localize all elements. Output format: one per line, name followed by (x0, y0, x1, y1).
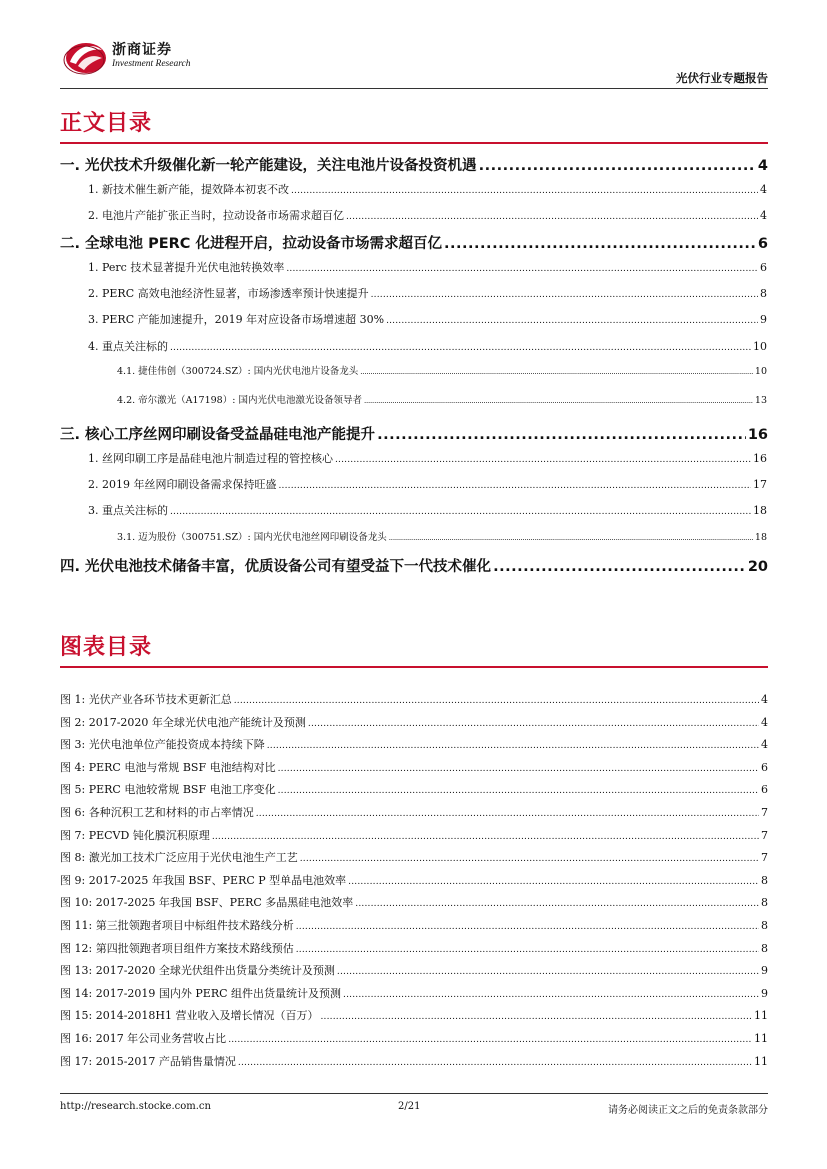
figure-entry-page: 8 (761, 942, 768, 955)
figure-entry-page: 8 (761, 919, 768, 932)
toc-entry-leader-dots (278, 481, 751, 491)
toc-entry-leader-dots (170, 507, 751, 517)
figure-entry-page: 4 (761, 738, 768, 751)
toc-entry-page: 17 (753, 478, 767, 491)
toc-entry[interactable] (88, 502, 767, 518)
toc-entry-page: 20 (747, 559, 768, 575)
toc-entry-text: 二. 全球电池 PERC 化进程开启，拉动设备市场需求超百亿 (60, 236, 442, 252)
figure-entry-page: 7 (761, 829, 768, 842)
toc-entry-leader-dots (444, 236, 756, 252)
figure-entry-leader-dots (355, 899, 759, 909)
toc-entry[interactable] (88, 181, 767, 197)
figures-title-divider (60, 666, 768, 668)
toc-entry[interactable] (60, 555, 768, 576)
figure-entry-leader-dots (348, 877, 759, 887)
figure-entry[interactable] (60, 691, 768, 707)
figure-entry-leader-dots (228, 1035, 752, 1045)
figure-entry-leader-dots (238, 1058, 752, 1068)
figure-entry-text: 图 13: 2017-2020 全球光伏组件出货量分类统计及预测 (60, 964, 335, 977)
figure-entry[interactable] (60, 1030, 768, 1046)
company-logo-icon (62, 36, 108, 76)
figure-entry-leader-dots (300, 854, 759, 864)
figure-entry-text: 图 4: PERC 电池与常规 BSF 电池结构对比 (60, 761, 276, 774)
brand-name-en: Investment Research (112, 59, 191, 69)
toc-entry-leader-dots (377, 427, 746, 443)
footer-url[interactable]: http://research.stocke.com.cn (60, 1101, 211, 1112)
figure-entry-page: 11 (754, 1009, 768, 1022)
figure-entry[interactable] (60, 917, 768, 933)
toc-entry-page: 9 (760, 313, 767, 326)
figure-entry-text: 图 7: PECVD 钝化膜沉积原理 (60, 829, 210, 842)
toc-entry-page: 10 (753, 340, 767, 353)
toc-entry-leader-dots (364, 397, 753, 405)
toc-entry-leader-dots (479, 158, 756, 174)
toc-entry[interactable] (88, 311, 767, 327)
figure-entry-text: 图 14: 2017-2019 国内外 PERC 组件出货量统计及预测 (60, 987, 342, 1000)
figure-entry[interactable] (60, 1007, 768, 1023)
figure-entry-leader-dots (278, 786, 759, 796)
figure-entry-page: 6 (761, 783, 768, 796)
figure-entry-leader-dots (212, 832, 759, 842)
figure-entry-page: 11 (754, 1055, 768, 1068)
figure-entry-leader-dots (256, 809, 759, 819)
toc-entry-leader-dots (360, 368, 753, 376)
toc-entry-leader-dots (493, 559, 746, 575)
figure-entry-leader-dots (296, 922, 759, 932)
figure-entry-text: 图 11: 第三批领跑者项目中标组件技术路线分析 (60, 919, 294, 932)
toc-entry-page: 10 (754, 366, 767, 377)
toc-entry-text: 2. 电池片产能扩张正当时，拉动设备市场需求超百亿 (88, 209, 344, 222)
figure-entry[interactable] (60, 736, 768, 752)
toc-entry-text: 三. 核心工序丝网印刷设备受益晶硅电池产能提升 (60, 427, 376, 443)
figure-entry[interactable] (60, 714, 768, 730)
toc-entry-leader-dots (389, 534, 753, 542)
figure-entry-text: 图 5: PERC 电池较常规 BSF 电池工序变化 (60, 783, 276, 796)
toc-entry-page: 16 (747, 427, 768, 443)
figure-entry-page: 9 (761, 964, 768, 977)
toc-entry-text: 1. Perc 技术显著提升光伏电池转换效率 (88, 261, 285, 274)
toc-entry-leader-dots (371, 290, 758, 300)
toc-entry[interactable] (88, 338, 767, 354)
figure-entry-text: 图 9: 2017-2025 年我国 BSF、PERC P 型单晶电池效率 (60, 874, 347, 887)
figure-entry-leader-dots (321, 1012, 753, 1022)
toc-entry-text: 四. 光伏电池技术储备丰富，优质设备公司有望受益下一代技术催化 (60, 559, 492, 575)
toc-entry-page: 6 (757, 236, 768, 252)
report-title: 光伏行业专题报告 (676, 71, 768, 85)
brand-name-cn: 浙商证券 (112, 42, 172, 58)
figure-entry[interactable] (60, 849, 768, 865)
toc-entry[interactable] (117, 363, 767, 377)
figure-entry-page: 11 (754, 1032, 768, 1045)
figure-entry[interactable] (60, 827, 768, 843)
toc-entry-text: 3. 重点关注标的 (88, 504, 168, 517)
figure-entry-page: 6 (761, 761, 768, 774)
figure-entry-text: 图 15: 2014-2018H1 营业收入及增长情况（百万） (60, 1009, 319, 1022)
figure-entry-text: 图 3: 光伏电池单位产能投资成本持续下降 (60, 738, 265, 751)
toc-entry-text: 一. 光伏技术升级催化新一轮产能建设，关注电池片设备投资机遇 (60, 158, 477, 174)
toc-entry-text: 1. 新技术催生新产能，提效降本初衷不改 (88, 183, 289, 196)
figure-entry[interactable] (60, 962, 768, 978)
page-header (60, 36, 768, 86)
toc-entry[interactable] (88, 207, 767, 223)
figure-entry-text: 图 12: 第四批领跑者项目组件方案技术路线预估 (60, 942, 294, 955)
figure-entry-leader-dots (278, 764, 759, 774)
toc-entry-text: 2. PERC 高效电池经济性显著，市场渗透率预计快速提升 (88, 287, 369, 300)
toc-entry-leader-dots (335, 455, 751, 465)
toc-entry[interactable] (60, 232, 768, 253)
figure-entry-leader-dots (308, 719, 759, 729)
figure-entry-page: 4 (761, 693, 768, 706)
toc-entry-page: 18 (753, 504, 767, 517)
figure-entry-page: 9 (761, 987, 768, 1000)
toc-entry-leader-dots (346, 212, 758, 222)
toc-entry-text: 2. 2019 年丝网印刷设备需求保持旺盛 (88, 478, 277, 491)
brand (112, 42, 191, 70)
toc-entry[interactable] (60, 423, 768, 444)
figure-entry-page: 4 (761, 716, 768, 729)
figure-entry[interactable] (60, 940, 768, 956)
toc-entry-page: 4 (760, 183, 767, 196)
figure-entry-leader-dots (296, 945, 759, 955)
toc-entry[interactable] (60, 154, 768, 175)
figure-entry[interactable] (60, 985, 768, 1001)
toc-entry-page: 8 (760, 287, 767, 300)
figure-entry-page: 7 (761, 851, 768, 864)
toc-entry[interactable] (88, 476, 767, 492)
toc-entry-page: 4 (757, 158, 768, 174)
figure-entry-page: 8 (761, 874, 768, 887)
figure-entry-text: 图 2: 2017-2020 年全球光伏电池产能统计及预测 (60, 716, 306, 729)
figure-entry-text: 图 6: 各种沉积工艺和材料的市占率情况 (60, 806, 254, 819)
figure-entry[interactable] (60, 894, 768, 910)
figure-entry-page: 7 (761, 806, 768, 819)
figure-entry[interactable] (60, 1053, 768, 1069)
toc-entry-leader-dots (386, 316, 758, 326)
header-divider (60, 88, 768, 89)
toc-entry-text: 1. 丝网印刷工序是晶硅电池片制造过程的管控核心 (88, 452, 333, 465)
toc-entry-page: 18 (754, 532, 767, 543)
figure-entry-text: 图 8: 激光加工技术广泛应用于光伏电池生产工艺 (60, 851, 298, 864)
figure-entry-leader-dots (267, 741, 759, 751)
figure-entry[interactable] (60, 804, 768, 820)
figures-title: 图表目录 (60, 635, 153, 660)
toc-entry[interactable] (88, 450, 767, 466)
figure-entry[interactable] (60, 781, 768, 797)
toc-entry[interactable] (88, 259, 767, 275)
toc-entry-page: 13 (754, 395, 767, 406)
figure-entry-text: 图 1: 光伏产业各环节技术更新汇总 (60, 693, 232, 706)
footer-divider (60, 1093, 768, 1094)
figure-entry[interactable] (60, 759, 768, 775)
figure-entry-page: 8 (761, 896, 768, 909)
figure-entry[interactable] (60, 872, 768, 888)
toc-entry-text: 4. 重点关注标的 (88, 340, 168, 353)
footer-disclaimer: 请务必阅读正文之后的免责条款部分 (608, 1105, 768, 1116)
figure-entry-leader-dots (337, 967, 759, 977)
toc-entry-page: 6 (760, 261, 767, 274)
toc-entry[interactable] (117, 392, 767, 406)
toc-title-divider (60, 142, 768, 144)
toc-entry-page: 16 (753, 452, 767, 465)
footer-page-number: 2/21 (398, 1101, 421, 1112)
figure-entry-text: 图 10: 2017-2025 年我国 BSF、PERC 多晶黑硅电池效率 (60, 896, 354, 909)
figure-entry-text: 图 16: 2017 年公司业务营收占比 (60, 1032, 227, 1045)
toc-entry[interactable] (117, 529, 767, 543)
toc-entry-text: 4.2. 帝尔激光（A17198）: 国内光伏电池激光设备领导者 (117, 395, 362, 406)
toc-title: 正文目录 (60, 111, 153, 136)
toc-entry-leader-dots (286, 264, 758, 274)
figure-entry-leader-dots (234, 696, 759, 706)
toc-entry-text: 4.1. 捷佳伟创（300724.SZ）: 国内光伏电池片设备龙头 (117, 366, 359, 377)
figure-entry-text: 图 17: 2015-2017 产品销售量情况 (60, 1055, 236, 1068)
toc-entry-leader-dots (170, 343, 751, 353)
toc-entry-text: 3. PERC 产能加速提升，2019 年对应设备市场增速超 30% (88, 313, 385, 326)
toc-entry-leader-dots (291, 186, 758, 196)
toc-entry-text: 3.1. 迈为股份（300751.SZ）: 国内光伏电池丝网印刷设备龙头 (117, 532, 387, 543)
toc-entry[interactable] (88, 285, 767, 301)
toc-entry-page: 4 (760, 209, 767, 222)
figure-entry-leader-dots (343, 990, 759, 1000)
